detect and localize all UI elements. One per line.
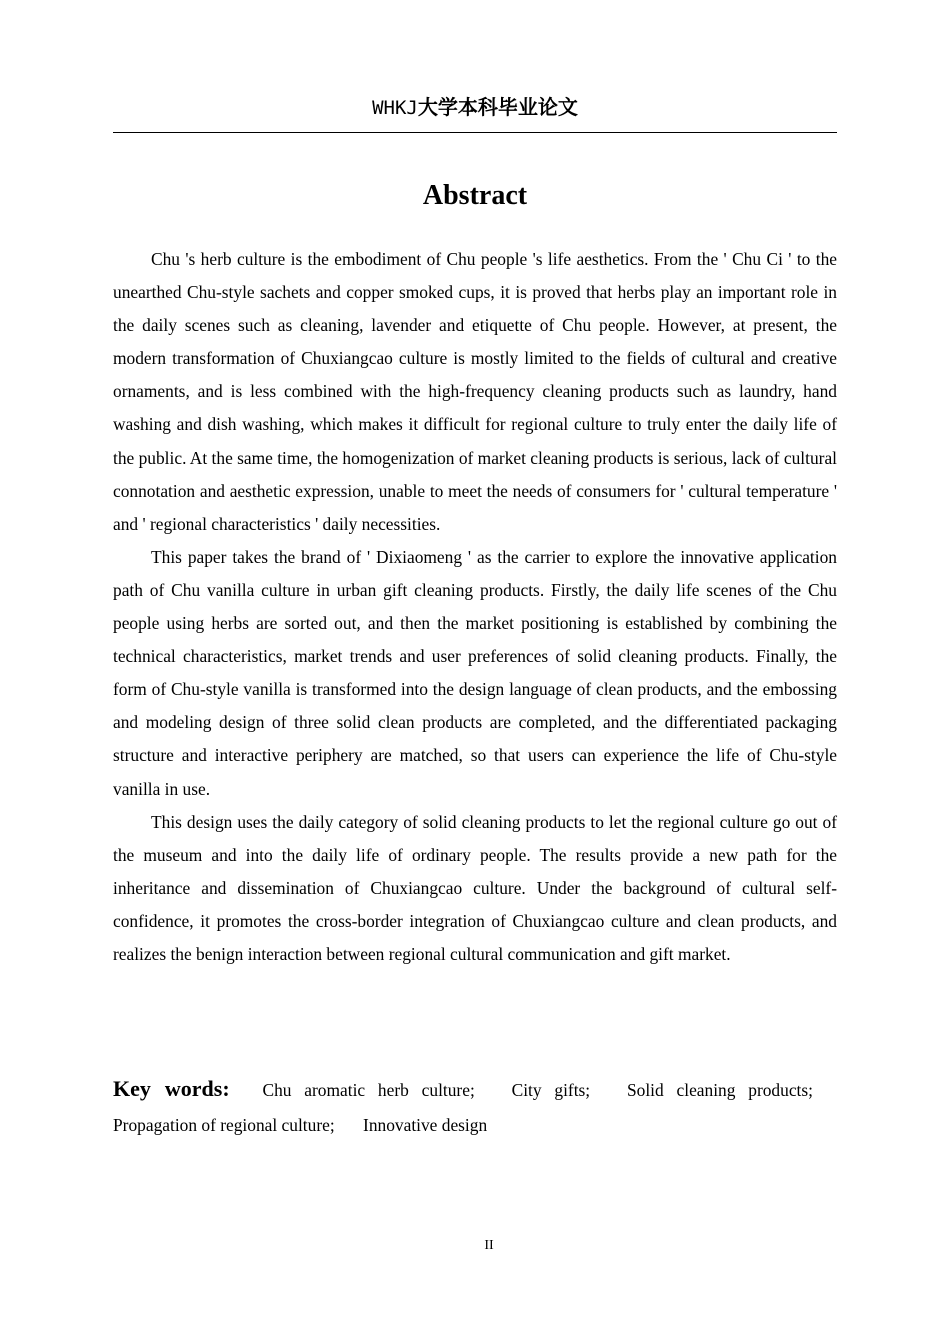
page-title: Abstract: [422, 180, 528, 211]
keyword-item: Solid cleaning products;: [626, 1080, 813, 1100]
keyword-item: City gifts;: [511, 1080, 591, 1100]
abstract-paragraph-1: Chu 's herb culture is the embodiment of Chu people 's life aesthetics. From the ' Chu Ci ' to the unearthed Chu-style sachets and copper smoked cups, it is proved that herbs play an important role in the daily scenes such as cleaning, lavender and etiquette of Chu people. However, at present, the modern transformation of Chuxiangcao culture is mostly limited to the fields of cultural and creative ornaments, and is less combined with the high-frequency cleaning products such as laundry, hand washing and dish washing, which makes it difficult for regional culture to truly enter the daily life of the public. At the same time, the homogenization of market cleaning products is serious, lack of cultural connotation and aesthetic expression, unable to meet the needs of consumers for ' cultural temperature ' and ' regional characteristics ' daily necessities.: [113, 249, 837, 534]
page-number: II: [484, 1238, 494, 1253]
header-thesis-label: 大学本科毕业论文: [417, 95, 578, 119]
running-header: [113, 92, 837, 123]
keywords-label-text: Key words: [113, 1076, 223, 1101]
abstract-body: [113, 243, 837, 971]
keyword-item: Chu aromatic herb culture;: [262, 1080, 475, 1100]
keywords-section: [113, 1071, 837, 1143]
keywords-label: [113, 1076, 230, 1101]
abstract-paragraph-2: This paper takes the brand of ' Dixiaomeng ' as the carrier to explore the innovative application path of Chu vanilla culture in urban gift cleaning products. Firstly, the daily life scenes of the Chu people using herbs are sorted out, and then the market positioning is established by combining the technical characteristics, market trends and user preferences of solid cleaning products. Finally, the form of Chu-style vanilla is transformed into the design language of clean products, and the embossing and modeling design of three solid clean products are completed, and the differentiated packaging structure and interactive periphery are matched, so that users can experience the life of Chu-style vanilla in use.: [113, 546, 837, 799]
keyword-item: Innovative design: [363, 1115, 488, 1135]
keyword-item: Propagation of regional culture;: [113, 1115, 335, 1135]
abstract-paragraph-3: This design uses the daily category of solid cleaning products to let the regional culture go out of the museum and into the daily life of ordinary people. The results provide a new path for the inheritance and dissemination of Chuxiangcao culture. Under the background of cultural self-confidence, it promotes the cross-border integration of Chuxiangcao culture and clean products, and realizes the benign interaction between regional cultural communication and gift market.: [113, 811, 837, 964]
header-divider: [113, 132, 837, 133]
keywords-label-colon: :: [222, 1076, 230, 1101]
header-institution-code: WHKJ: [372, 97, 418, 119]
